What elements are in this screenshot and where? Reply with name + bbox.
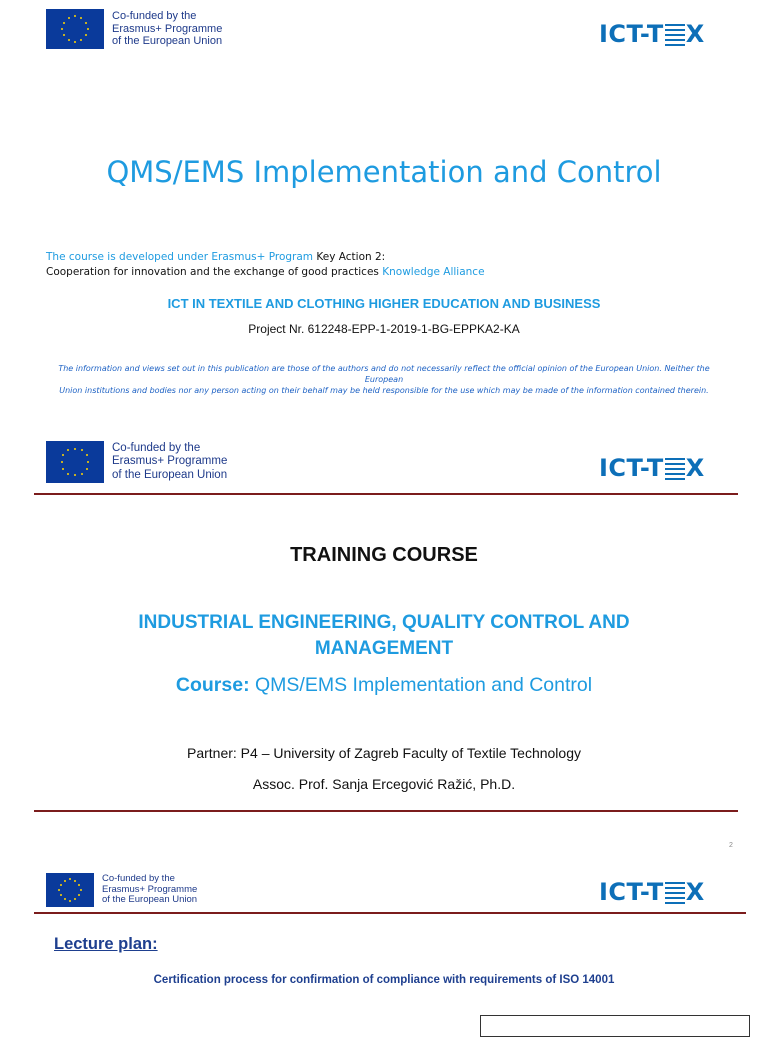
ict-logo-left: ICT-T xyxy=(599,878,664,906)
program-title-line1: INDUSTRIAL ENGINEERING, QUALITY CONTROL AND xyxy=(138,612,630,633)
intro-knowledge-alliance: Knowledge Alliance xyxy=(378,266,485,278)
project-subtitle: ICT IN TEXTILE AND CLOTHING HIGHER EDUCATION AND BUSINESS xyxy=(167,296,601,311)
eu-text-line2: Erasmus+ Programme xyxy=(112,22,223,35)
eu-text-line3: of the European Union xyxy=(112,468,228,481)
eu-star-icon xyxy=(63,22,65,24)
eu-star-icon xyxy=(74,898,76,900)
eu-star-icon xyxy=(67,449,69,451)
eu-star-icon xyxy=(87,28,89,30)
ict-tex-logo xyxy=(599,454,705,482)
eu-star-icon xyxy=(68,17,70,19)
eu-star-icon xyxy=(81,473,83,475)
ict-spool-icon xyxy=(665,456,685,480)
ict-tex-logo xyxy=(599,20,705,48)
eu-star-icon xyxy=(78,894,80,896)
disclaimer-line1: The information and views set out in this publication are those of the authors and do not necessarily reflect the official opinion of the European Union. Neither the European xyxy=(58,364,710,384)
header-rule xyxy=(34,912,746,914)
eu-text-line1: Co-funded by the xyxy=(102,872,175,884)
eu-star-icon xyxy=(62,468,64,470)
eu-star-icon xyxy=(86,454,88,456)
eu-star-icon xyxy=(68,39,70,41)
eu-star-icon xyxy=(81,449,83,451)
ict-spool-icon xyxy=(665,22,685,46)
eu-star-icon xyxy=(80,889,82,891)
course-name: QMS/EMS Implementation and Control xyxy=(249,674,593,696)
content-box xyxy=(480,1015,750,1037)
eu-text-line2: Erasmus+ Programme xyxy=(102,883,198,895)
eu-flag-icon xyxy=(46,873,94,907)
eu-flag-icon xyxy=(46,9,104,49)
project-number: Project Nr. 612248-EPP-1-2019-1-BG-EPPKA2-KA xyxy=(248,322,520,336)
footer-rule xyxy=(34,810,738,812)
eu-star-icon xyxy=(64,880,66,882)
eu-star-icon xyxy=(61,28,63,30)
intro-cooperation: Cooperation for innovation and the exchange of good practices xyxy=(46,266,379,278)
lecture-plan-item: Certification process for confirmation of compliance with requirements of ISO 14001 xyxy=(153,974,615,986)
eu-logo xyxy=(46,9,222,49)
ict-logo-left: ICT-T xyxy=(599,20,664,48)
partner-line: Partner: P4 – University of Zagreb Faculty of Textile Technology xyxy=(186,745,581,761)
eu-star-icon xyxy=(74,15,76,17)
eu-star-icon xyxy=(60,884,62,886)
eu-text-line1: Co-funded by the xyxy=(112,442,201,455)
course-label: Course: xyxy=(175,674,250,696)
eu-star-icon xyxy=(85,34,87,36)
ict-tex-logo xyxy=(599,878,705,906)
ict-logo-right: X xyxy=(685,454,705,482)
ict-logo-left: ICT-T xyxy=(599,454,664,482)
eu-logo xyxy=(46,441,227,483)
eu-star-icon xyxy=(58,889,60,891)
eu-text-line1: Co-funded by the xyxy=(112,10,197,23)
intro-erasmus-text: The course is developed under Erasmus+ Program xyxy=(46,251,314,263)
page-number: 2 xyxy=(729,842,733,849)
eu-star-icon xyxy=(74,474,76,476)
eu-text-line3: of the European Union xyxy=(112,35,223,48)
eu-star-icon xyxy=(86,468,88,470)
eu-star-icon xyxy=(63,34,65,36)
ict-spool-icon xyxy=(665,880,685,904)
eu-star-icon xyxy=(78,884,80,886)
eu-star-icon xyxy=(87,461,89,463)
eu-star-icon xyxy=(60,894,62,896)
author-line: Assoc. Prof. Sanja Ercegović Ražić, Ph.D. xyxy=(252,776,516,792)
eu-star-icon xyxy=(69,900,71,902)
eu-text-line3: of the European Union xyxy=(102,894,198,906)
ict-logo-right: X xyxy=(685,20,705,48)
disclaimer-line2: Union institutions and bodies nor any person acting on their behalf may be held responsible for the use which may be made of the information contained therein. xyxy=(59,386,709,395)
eu-star-icon xyxy=(74,880,76,882)
eu-star-icon xyxy=(85,22,87,24)
course-line xyxy=(0,674,768,697)
ict-logo-right: X xyxy=(685,878,705,906)
eu-star-icon xyxy=(61,461,63,463)
intro-key-action: Key Action 2: xyxy=(313,251,386,263)
eu-star-icon xyxy=(64,898,66,900)
eu-star-icon xyxy=(62,454,64,456)
program-title-line2: MANAGEMENT xyxy=(314,638,454,659)
training-course-heading: TRAINING COURSE xyxy=(290,544,478,566)
header-rule xyxy=(34,493,738,495)
eu-star-icon xyxy=(67,473,69,475)
course-intro xyxy=(46,250,485,280)
eu-star-icon xyxy=(80,39,82,41)
eu-star-icon xyxy=(74,41,76,43)
eu-star-icon xyxy=(69,878,71,880)
eu-text-line2: Erasmus+ Programme xyxy=(112,455,228,468)
eu-flag-icon xyxy=(46,441,104,483)
eu-disclaimer xyxy=(40,363,728,396)
eu-logo xyxy=(46,873,197,907)
eu-star-icon xyxy=(74,448,76,450)
program-title xyxy=(0,610,768,662)
eu-star-icon xyxy=(80,17,82,19)
lecture-plan-heading: Lecture plan: xyxy=(54,935,158,953)
course-title: QMS/EMS Implementation and Control xyxy=(106,155,662,189)
